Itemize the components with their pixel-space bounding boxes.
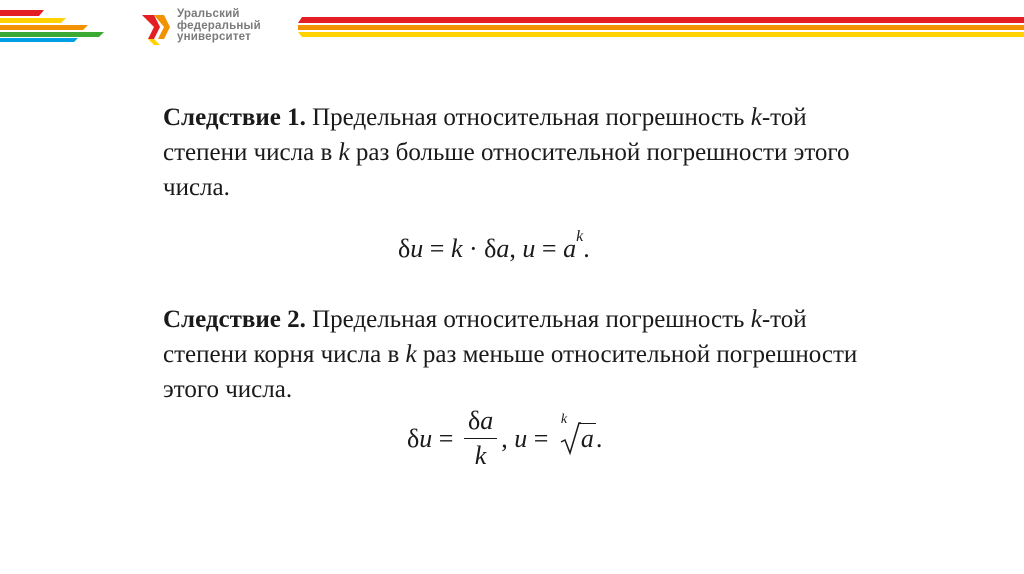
equals: = [535,234,564,263]
formula-1 [398,228,590,264]
dot-delta: · δ [462,234,497,263]
formula-2 [407,404,602,473]
left-color-stripes [0,0,110,44]
var-u: u [522,234,536,263]
root-index-k: k [560,411,568,427]
urfu-logo-icon [140,9,174,45]
radicand-a: a [580,423,594,453]
corollary-2-text [163,302,883,407]
var-k: k [338,139,350,166]
equals: = [423,234,451,263]
text-span: Предельная относительная погрешность [305,306,751,333]
delta-symbol: δ [467,406,481,435]
logo-line-1: Уральский [177,8,240,20]
corollary-2 [163,302,883,407]
exponent-k: k [576,228,584,245]
text-span: -той степени числа в [163,104,807,166]
var-k: k [750,306,762,333]
var-u: u [410,234,424,263]
separator: , [509,234,523,263]
logo-text [177,9,261,44]
var-a: a [480,406,494,435]
var-k: k [405,341,417,368]
corollary-1-text [163,100,883,205]
text-span: -той степени корня числа в [163,306,807,368]
period: . [583,234,590,263]
equals: = [527,423,555,453]
corollary-2-title: Следствие 2. [163,306,306,333]
delta-symbol: δ [398,234,411,263]
radical [559,411,596,454]
right-color-stripes [298,0,1024,44]
text-span: раз меньше относительной погрешности этого числа. [163,341,858,403]
university-logo [140,9,261,45]
delta-symbol: δ [407,423,420,453]
var-u: u [419,423,433,453]
fraction [464,404,497,473]
var-a: a [496,234,510,263]
text-span: Предельная относительная погрешность [305,104,751,131]
var-k: k [474,441,487,470]
period: . [595,423,603,453]
logo-line-2: федеральный [177,19,261,32]
logo-line-3: университет [177,31,251,43]
equals: = [432,423,460,453]
var-a: a [563,234,577,263]
text-span: раз больше относительной погрешности этого числа. [163,139,850,201]
var-k: k [450,234,463,263]
corollary-1 [163,100,883,205]
var-k: k [750,104,762,131]
separator: , [501,423,515,453]
fraction-numerator [464,404,497,439]
corollary-1-title: Следствие 1. [163,104,306,131]
var-u: u [514,423,528,453]
fraction-denominator [475,439,487,473]
